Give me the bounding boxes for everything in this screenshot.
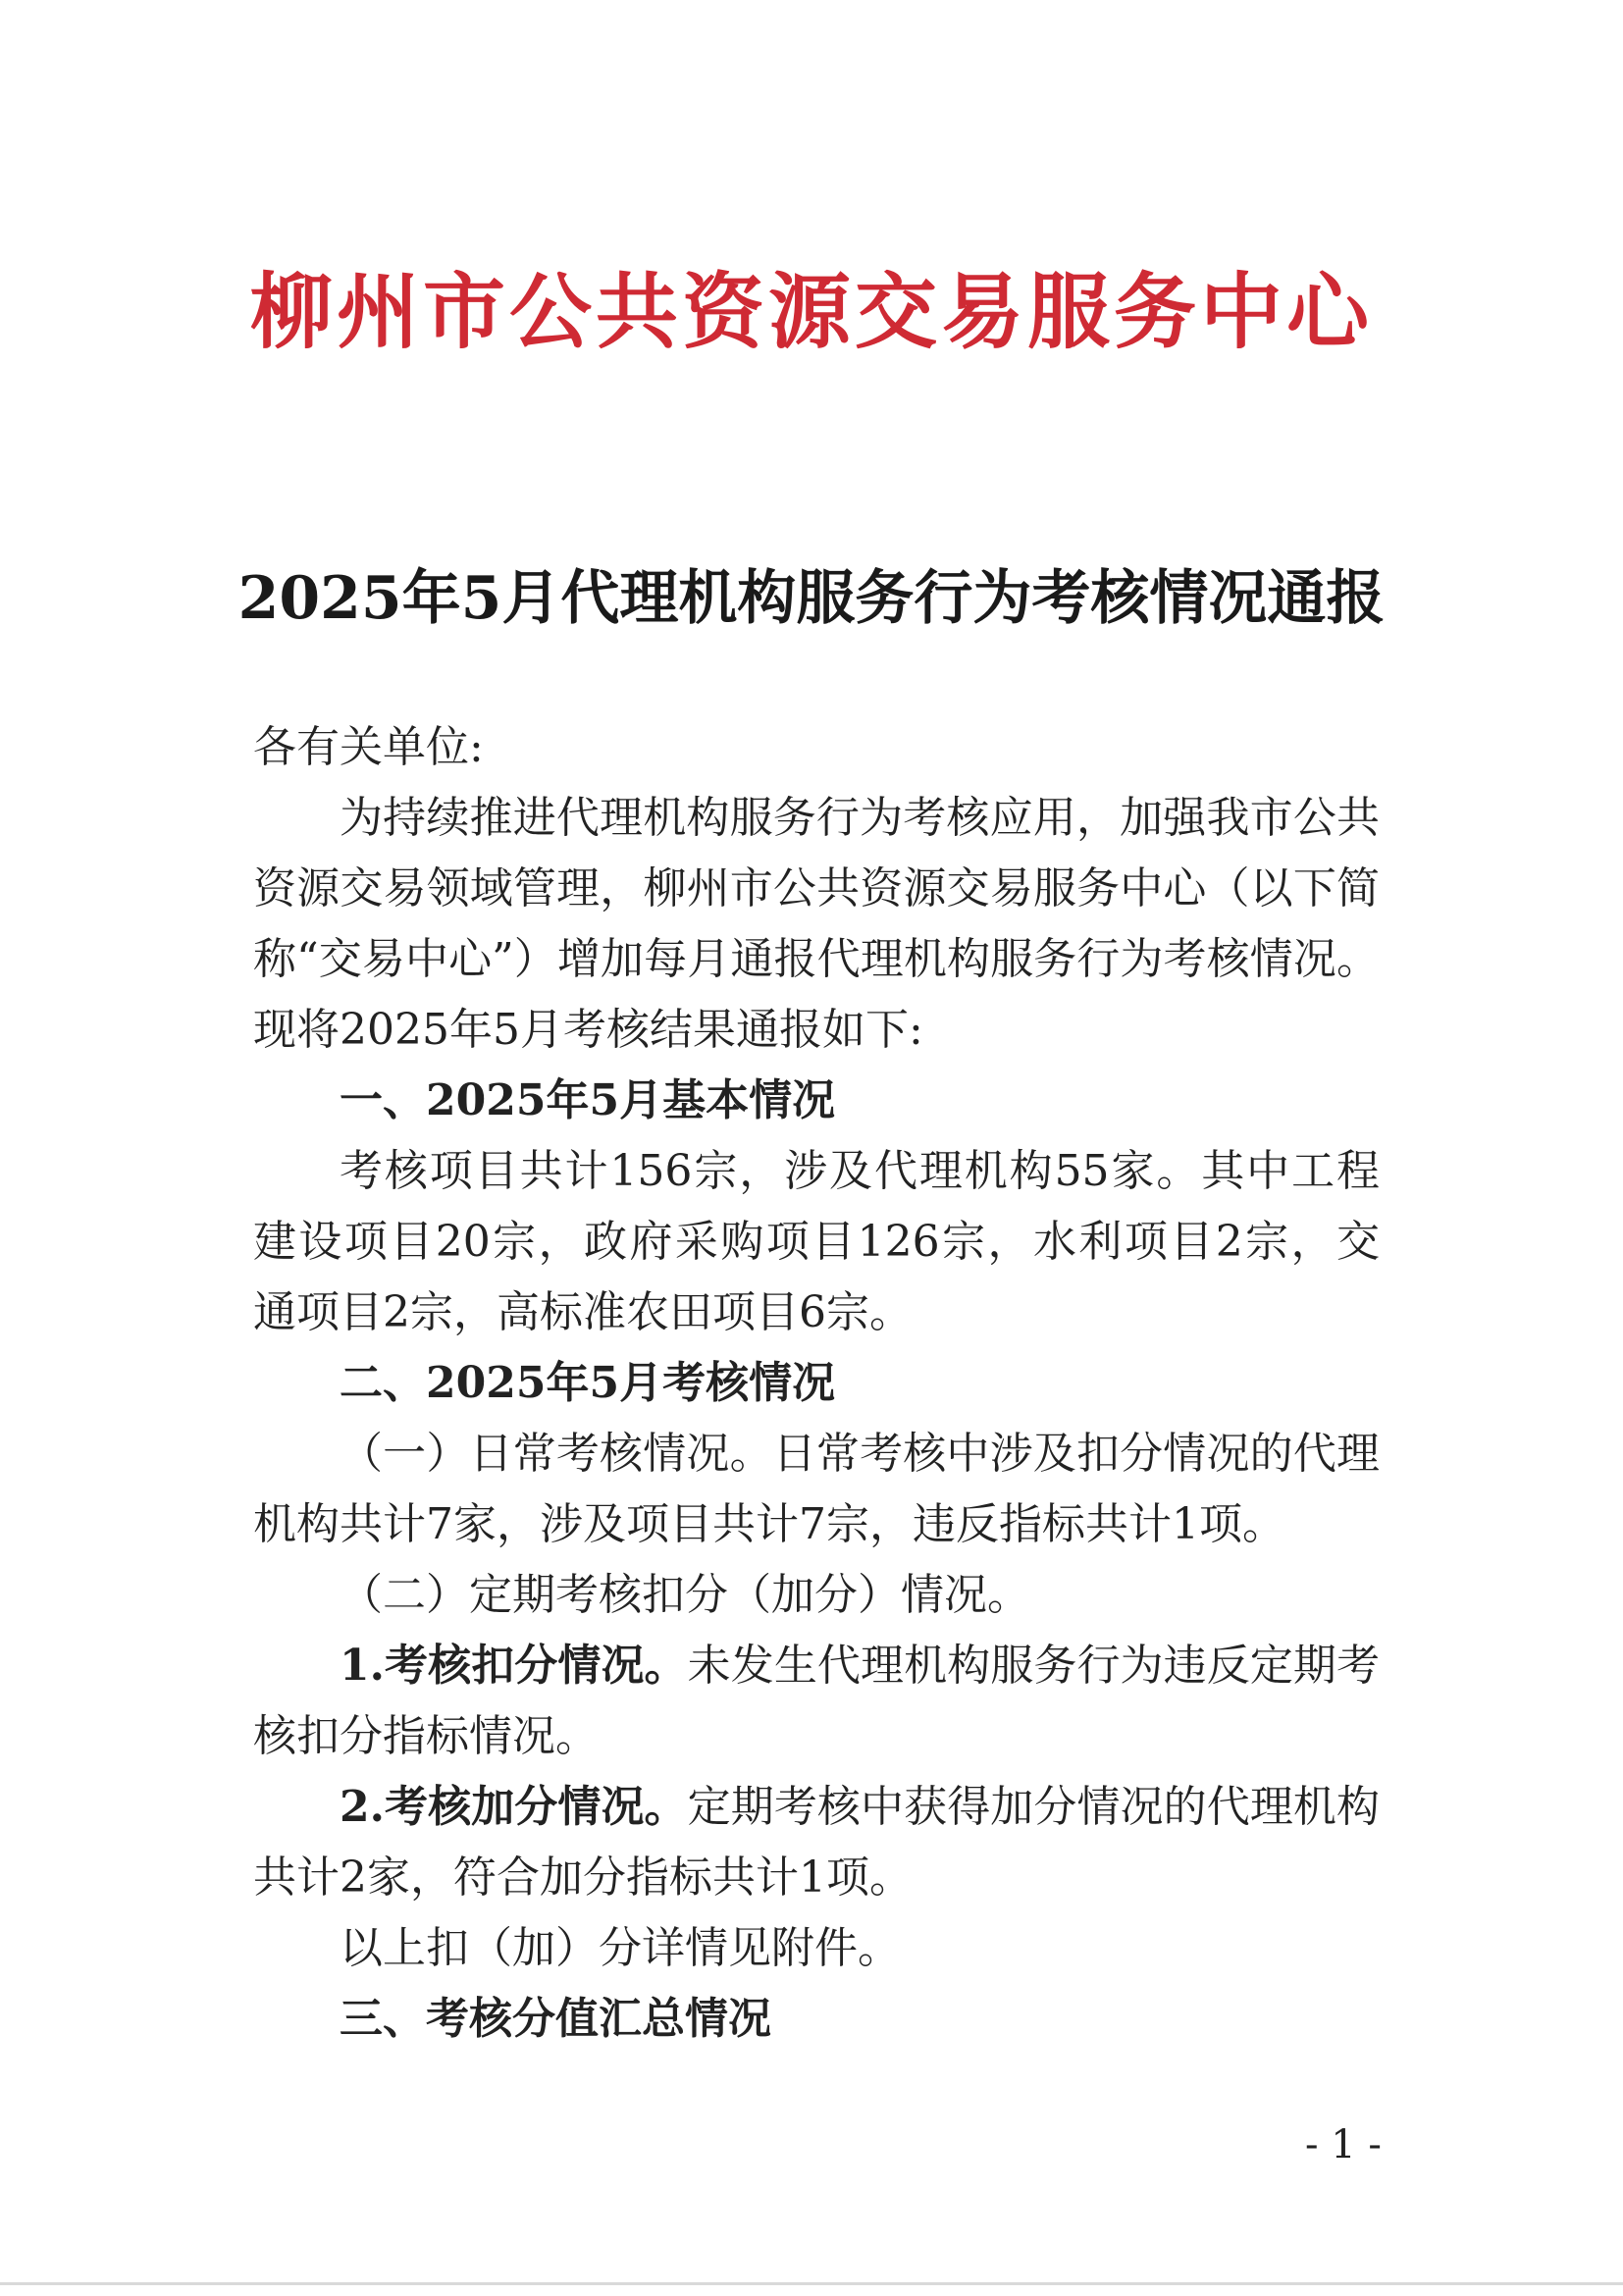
section-heading-3: 三、考核分值汇总情况 (340, 1994, 771, 2044)
document-title: 2025年5月代理机构服务行为考核情况通报 (237, 564, 1386, 633)
paragraph-line: 以上扣（加）分详情见附件。 (340, 1923, 901, 1973)
paragraph-line: 现将2025年5月考核结果通报如下: (253, 1005, 923, 1055)
page-number: - 1 - (1305, 2122, 1382, 2167)
organization-header: 柳州市公共资源交易服务中心 (249, 263, 1373, 360)
paragraph-line: 共计2家，符合加分指标共计1项。 (253, 1852, 913, 1903)
paragraph-line: 核扣分指标情况。 (253, 1711, 599, 1761)
paragraph-line: 为持续推进代理机构服务行为考核应用，加强我市公共 (340, 793, 1380, 843)
paragraph-line: 建设项目20宗，政府采购项目126宗，水利项目2宗，交 (253, 1217, 1380, 1267)
deduction-text: 未发生代理机构服务行为违反定期考 (687, 1641, 1380, 1691)
paragraph-line: 机构共计7家，涉及项目共计7宗，违反指标共计1项。 (253, 1499, 1285, 1549)
deduction-lead: 1.考核扣分情况。 (340, 1641, 688, 1691)
bonus-text: 定期考核中获得加分情况的代理机构 (687, 1782, 1380, 1832)
paragraph-line (253, 1631, 1380, 1701)
bonus-lead: 2.考核加分情况。 (340, 1782, 688, 1832)
subsection-heading: （二）定期考核扣分（加分）情况。 (340, 1570, 1030, 1620)
section-heading-2: 二、2025年5月考核情况 (340, 1358, 836, 1408)
paragraph-line: 考核项目共计156宗，涉及代理机构55家。其中工程 (340, 1146, 1380, 1196)
section-heading-1: 一、2025年5月基本情况 (340, 1075, 836, 1125)
scan-edge-divider (0, 2282, 1623, 2285)
paragraph-line: 通项目2宗，高标准农田项目6宗。 (253, 1287, 913, 1337)
salutation: 各有关单位: (253, 722, 484, 772)
paragraph-line: （一）日常考核情况。日常考核中涉及扣分情况的代理 (340, 1429, 1380, 1479)
paragraph-line: 资源交易领域管理，柳州市公共资源交易服务中心（以下简 (253, 863, 1380, 913)
paragraph-line (253, 1772, 1380, 1843)
document-body (253, 712, 1380, 2055)
paragraph-line: 称“交易中心”）增加每月通报代理机构服务行为考核情况。 (253, 934, 1380, 984)
